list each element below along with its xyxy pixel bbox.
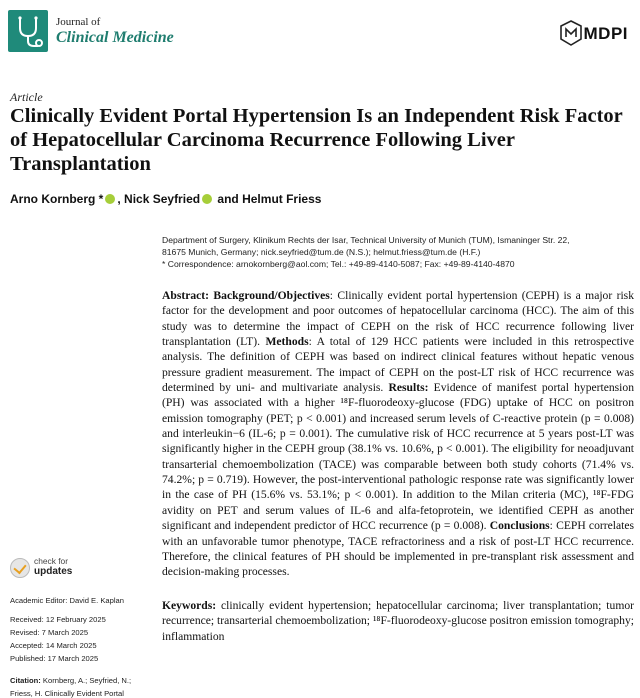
citation-label: Citation: [10, 676, 41, 685]
orcid-icon[interactable] [202, 194, 212, 204]
methods-text: : A total of 129 HCC patients were included in this retrospective analysis. The definition of CEPH was based on indirect clinical features without hepatic venous pressure gradient measurement. The impact of CEPH on the post-LT risk of HCC recurrence was determined by uni- and multivariate analysis. [162, 335, 634, 395]
results-text: Evidence of manifest portal hypertension (PH) was associated with a higher ¹⁸F-fluorodeoxy-glucose (FDG) uptake of HCC on positron emission tomography (PET; p < 0.001) and increased serum levels of C-reactive protein (p = 0.008) and interleukin−6 (IL-6; p = 0.001). The cumulative risk of HCC recurrence at 5 years post-LT was significantly higher in the CEPH group (38.1% vs. 10.6%, p < 0.001). The eligibility for neoadjuvant transarterial chemoembolization (TACE) was comparable between both study cohorts (71.4% vs. 74.2%; p = 0.719). However, the post-interventional pathologic response rate was significantly lower in the case of PH (15.6% vs. 53.1%; p < 0.001). In addition to the Milan criteria (MC), ¹⁸F-FDG avidity on PET and serum values of IL-6 and alfa-fetoprotein, we identified CEPH as another significant and independent predictor of HCC recurrence (p = 0.008). [162, 381, 634, 533]
abstract-label: Abstract: [162, 289, 210, 302]
stethoscope-icon [8, 10, 48, 52]
author-separator: and [214, 192, 243, 206]
abstract [162, 288, 634, 580]
academic-editor: Academic Editor: David E. Kaplan [10, 596, 124, 605]
journal-name: Clinical Medicine [56, 29, 174, 46]
orcid-icon[interactable] [105, 194, 115, 204]
author-name[interactable]: Arno Kornberg [10, 192, 96, 206]
author-name[interactable]: Helmut Friess [242, 192, 322, 206]
article-title: Clinically Evident Portal Hypertension Is an Independent Risk Factor of Hepatocellular Carcinoma Recurrence Following Liver Transplantation [10, 105, 623, 175]
background-label: Background/Objectives [213, 289, 330, 302]
article-type: Article [10, 90, 43, 104]
published-date: Published: 17 March 2025 [10, 654, 99, 663]
publisher-badge-icon [560, 20, 582, 46]
citation-text: Friess, H. Clinically Evident Portal [10, 689, 124, 698]
journal-header [0, 0, 640, 72]
results-label: Results: [388, 381, 429, 395]
citation-text: Kornberg, A.; Seyfried, N.; [40, 676, 132, 685]
keywords-label: Keywords: [162, 599, 217, 612]
check-for-updates-button[interactable] [10, 556, 140, 582]
check-updates-label-bold: updates [34, 566, 73, 577]
affiliation-line: Department of Surgery, Klinikum Rechts der Isar, Technical University of Munich (TUM), Ismaninger Str. 22, [162, 235, 570, 245]
author-name[interactable]: Nick Seyfried [124, 192, 201, 206]
citation [10, 676, 131, 685]
author-list [10, 192, 321, 206]
check-updates-icon [10, 558, 30, 578]
received-date: Received: 12 February 2025 [10, 615, 106, 624]
keywords [162, 598, 634, 644]
check-updates-label: check for [34, 556, 68, 566]
affiliation-block [162, 234, 632, 270]
publisher-logo: MDPI [583, 24, 628, 43]
conclusions-text: : CEPH correlates with an unfavorable tumor phenotype, TACE refractoriness and a risk of post-LT HCC recurrence. Therefore, the clinical features of PH should be implemented in pre-transplant risk assessment and decision-making processes. [162, 519, 634, 579]
affiliation-line: 81675 Munich, Germany; nick.seyfried@tum.de (N.S.); helmut.friess@tum.de (H.F.) [162, 247, 481, 257]
author-separator: , [117, 192, 125, 206]
keywords-text: clinically evident hypertension; hepatocellular carcinoma; liver transplantation; tumor recurrence; transarterial chemoembolization; ¹⁸F-fluorodeoxy-glucose positron emission tomography; inflammation [162, 599, 634, 643]
methods-label: Methods [265, 335, 309, 349]
conclusions-label: Conclusions [489, 519, 550, 533]
journal-name-prefix: Journal of [56, 16, 101, 28]
revised-date: Revised: 7 March 2025 [10, 628, 89, 637]
correspondence-line: * Correspondence: arnokornberg@aol.com; Tel.: +49-89-4140-5087; Fax: +49-89-4140-4870 [162, 259, 515, 269]
corresponding-marker: * [95, 192, 104, 206]
background-text: : Clinically evident portal hypertension (CEPH) is a major risk factor for the development and poor outcomes of hepatocellular carcinoma (HCC). The aim of this study was to determine the impact of CEPH on the risk of HCC recurrence following liver transplantation (LT). [162, 289, 634, 349]
journal-logo [8, 10, 48, 52]
accepted-date: Accepted: 14 March 2025 [10, 641, 97, 650]
